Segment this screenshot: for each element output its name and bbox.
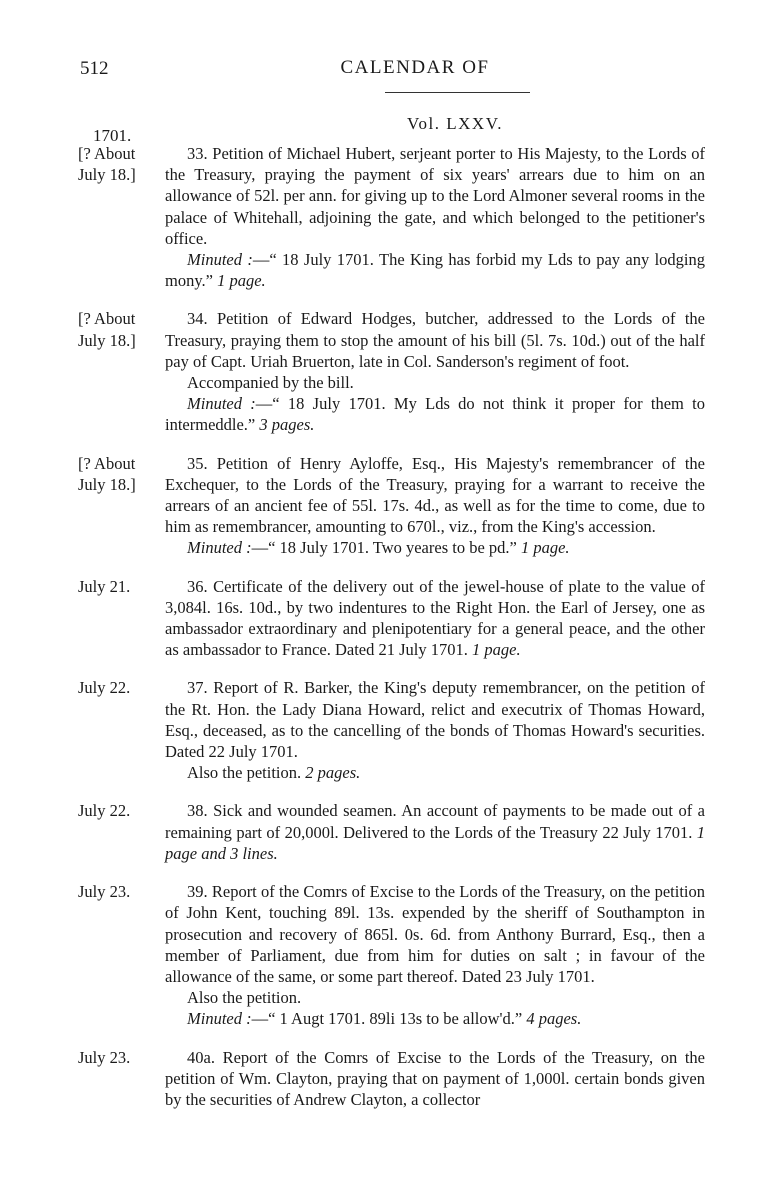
entry-minute xyxy=(165,249,705,291)
entry-33 xyxy=(0,143,770,291)
entry-text: 34. Petition of Edward Hodges, butcher, addressed to the Lords of the Treasury, praying them to stop the amount of his bill (5l. 7s. 10d.) out of the half pay of Capt. Uriah Bruerton, late in Col. Sanderson's regiment of foot. xyxy=(165,309,705,371)
entry-date: [? About July 18.] xyxy=(78,309,136,350)
minuted-text: —“ 18 July 1701. Two yeares to be pd.” xyxy=(251,538,517,558)
entry-body xyxy=(165,800,705,864)
entry-text-line xyxy=(165,800,705,864)
entry-body xyxy=(165,308,705,435)
entry-text: 38. Sick and wounded seamen. An account of payments to be made out of a remaining part of 20,000l. Delivered to the Lords of the Treasury 22 July 1701. xyxy=(165,801,705,842)
page-count: 1 page. xyxy=(520,538,570,558)
entry-37 xyxy=(0,677,770,783)
minuted-text: —“ 1 Augt 1701. 89li 13s to be allow'd.” xyxy=(251,1009,523,1029)
entry-date: July 23. xyxy=(78,1047,131,1067)
entry-40a xyxy=(0,1047,770,1111)
entry-38 xyxy=(0,800,770,864)
entry-enclosure: Also the petition. xyxy=(187,988,302,1008)
page-count: 1 page. xyxy=(472,640,521,660)
entry-36 xyxy=(0,576,770,661)
entry-minute xyxy=(165,537,705,558)
header-rule xyxy=(385,92,530,93)
minuted-label: Minuted : xyxy=(187,538,252,558)
entry-date: [? About July 18.] xyxy=(78,144,136,185)
page-count: 1 page and 3 lines. xyxy=(165,822,706,863)
entry-35 xyxy=(0,453,770,559)
calendar-entries xyxy=(0,143,770,1127)
entry-39 xyxy=(0,881,770,1029)
entry-34 xyxy=(0,308,770,435)
entry-enclosure: Accompanied by the bill. xyxy=(187,373,354,393)
entry-enclosure-line xyxy=(165,762,705,783)
page-count: 4 pages. xyxy=(526,1009,582,1029)
entry-body xyxy=(165,881,705,1029)
entry-text: 36. Certificate of the delivery out of the jewel-house of plate to the value of 3,084l. 16s. 10d., by two indentures to the Right Hon. the Earl of Jersey, one as ambassador extraordinary and plenipotentiary for a general peace, and the other as ambassador to France. Dated 21 July 1701. xyxy=(165,576,705,660)
entry-text: 39. Report of the Comrs of Excise to the Lords of the Treasury, on the petition of John Kent, touching 89l. 13s. expended by the sheriff of Southampton in prosecution and recovery of 865l. 0s. 6d. from Anthony Burrard, Esq., then a member of Parliament, due from him for duties on salt ; in favour of the allowance of the same, or some part thereof. Dated 23 July 1701. xyxy=(165,882,705,986)
minuted-label: Minuted : xyxy=(187,250,253,270)
page-number: 512 xyxy=(80,58,109,79)
entry-body xyxy=(165,576,705,661)
entry-date: July 23. xyxy=(78,882,131,902)
entry-text: 37. Report of R. Barker, the King's deputy remembrancer, on the petition of the Rt. Hon. the Lady Diana Howard, relict and executrix of Thomas Howard, Esq., deceased, as to the cancelling of the bonds of Thomas Howard's securities. Dated 22 July 1701. xyxy=(165,678,705,762)
entry-body xyxy=(165,1047,705,1111)
entry-date: July 22. xyxy=(78,801,131,821)
minuted-label: Minuted : xyxy=(187,1009,252,1029)
entry-body xyxy=(165,677,705,783)
entry-date: July 21. xyxy=(78,576,131,596)
entry-date: July 22. xyxy=(78,678,131,698)
minuted-label: Minuted : xyxy=(187,394,256,414)
page-count: 1 page. xyxy=(217,271,266,291)
entry-text-line xyxy=(165,576,705,661)
entry-text: 40a. Report of the Comrs of Excise to the Lords of the Treasury, on the petition of Wm. Clayton, praying that on payment of 1,000l. certain bonds given by the securities of Andrew Clayton, a collector xyxy=(165,1047,705,1109)
entry-enclosure: Also the petition. xyxy=(187,763,302,783)
entry-body xyxy=(165,143,705,291)
page-count: 2 pages. xyxy=(305,763,361,783)
page-count: 3 pages. xyxy=(259,415,315,435)
minuted-text: —“ 18 July 1701. My Lds do not think it proper for them to intermeddle.” xyxy=(165,394,705,435)
running-head: CALENDAR OF xyxy=(340,57,490,78)
entry-minute xyxy=(165,393,705,435)
entry-minute xyxy=(165,1008,705,1029)
minuted-text: —“ 18 July 1701. The King has forbid my Lds to pay any lodging mony.” xyxy=(165,250,705,291)
entry-body xyxy=(165,453,705,559)
entry-text: 35. Petition of Henry Ayloffe, Esq., His Majesty's remembrancer of the Exchequer, to the Lords of the Treasury, praying for a warrant to receive the arrears of an ancient fee of 55l. 17s. 4d., as well as for the time to come, due to him as remembrancer, amounting to 670l., viz., from the King's accession. xyxy=(165,453,705,537)
volume-heading: Vol. LXXV. xyxy=(406,114,504,133)
margin-year: 1701. xyxy=(93,126,132,145)
entry-text: 33. Petition of Michael Hubert, serjeant porter to His Majesty, to the Lords of the Treasury, praying the payment of six years' arrears due to him on an allowance of 52l. per ann. for giving up to the Lord Almoner several rooms in the palace of Whitehall, adjoining the gate, and which belonged to the petitioner's office. xyxy=(165,144,705,248)
entry-date: [? About July 18.] xyxy=(78,453,136,494)
